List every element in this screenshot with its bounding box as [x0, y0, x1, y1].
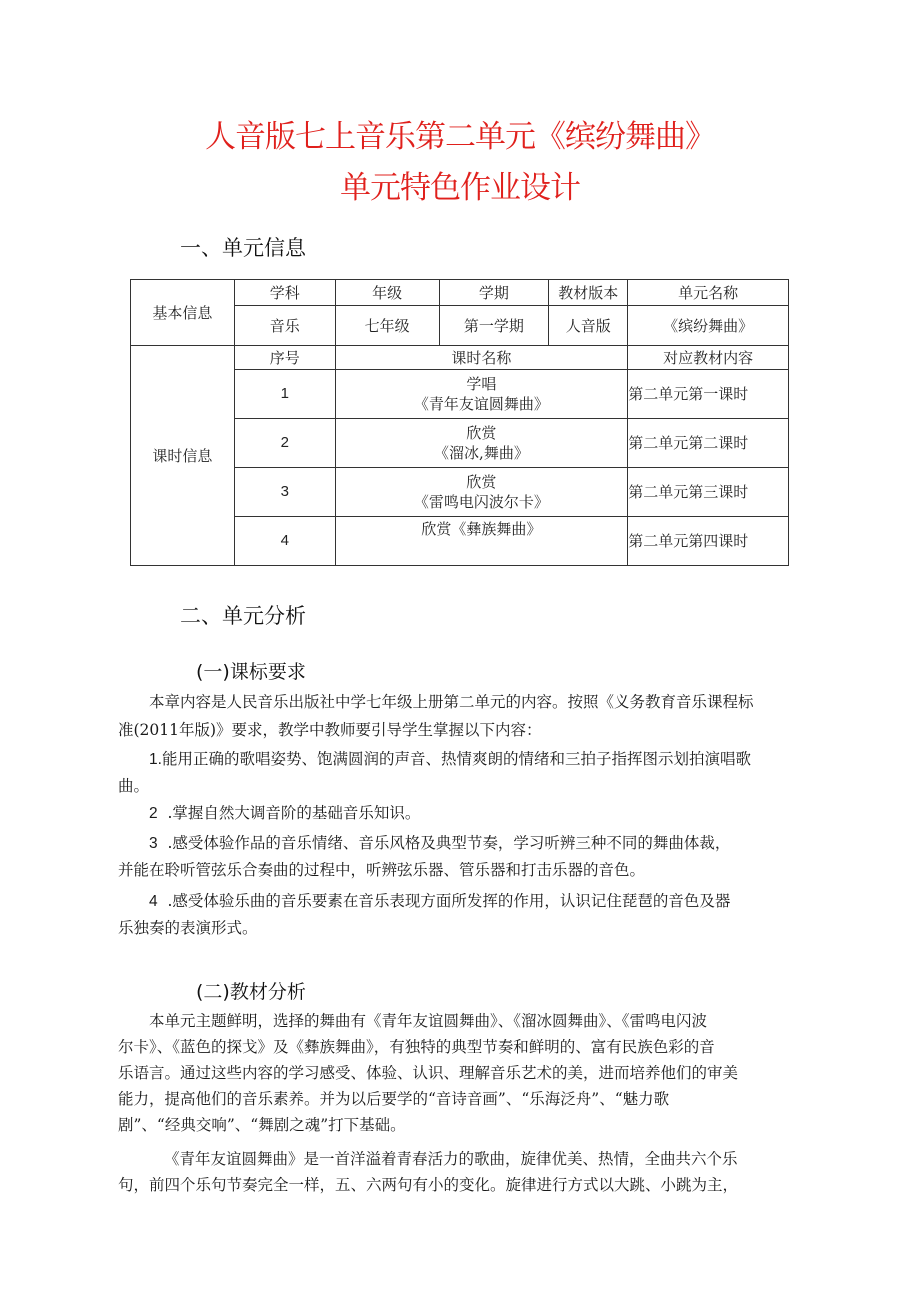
- lesson-name-line1: 学唱: [466, 375, 497, 393]
- lesson-name: [335, 468, 628, 517]
- standards-item-1: [118, 746, 798, 799]
- lesson-name-line1: 欣赏: [466, 473, 497, 491]
- item-text-line1: .感受体验乐曲的音乐要素在音乐表现方面所发挥的作用，认识记住琵琶的音色及器: [167, 892, 731, 910]
- item-text-line2: 曲。: [118, 777, 150, 795]
- section2-heading: 二、单元分析: [180, 604, 306, 628]
- standards-item-2: [118, 800, 798, 827]
- header-semester: 学期: [439, 280, 549, 306]
- lesson-no: 2: [234, 419, 335, 468]
- lesson-no: 3: [234, 468, 335, 517]
- header-lesson-content: 对应教材内容: [628, 346, 789, 370]
- textbook-analysis-paragraph1: [118, 1008, 798, 1138]
- basic-header-row: [131, 280, 789, 306]
- paragraph-line: 本单元主题鲜明，选择的舞曲有《青年友谊圆舞曲》、《溜冰圆舞曲》、《雷鸣电闪波: [149, 1012, 708, 1030]
- paragraph-line: 句，前四个乐句节奏完全一样，五、六两句有小的变化。旋律进行方式以大跳、小跳为主，: [118, 1176, 739, 1194]
- header-lesson-no: 序号: [234, 346, 335, 370]
- item-number: 3: [149, 835, 158, 852]
- standards-intro-line1: 本章内容是人民音乐出版社中学七年级上册第二单元的内容。按照《义务教育音乐课程标: [149, 693, 754, 711]
- header-subject: 学科: [234, 280, 335, 306]
- subsection1-heading: (一)课标要求: [196, 661, 306, 683]
- item-text-line2: 并能在聆听管弦乐合奏曲的过程中，听辨弦乐器、管乐器和打击乐器的音色。: [118, 861, 646, 879]
- lesson-content: 第二单元第四课时: [628, 517, 789, 566]
- lesson-name-line1: 欣赏《彝族舞曲》: [421, 520, 542, 538]
- document-title-line2: 单元特色作业设计: [340, 170, 580, 206]
- lesson-content: 第二单元第三课时: [628, 468, 789, 517]
- lesson-name: [335, 419, 628, 468]
- item-text-line1: .感受体验作品的音乐情绪、音乐风格及典型节奏，学习听辨三种不同的舞曲体裁，: [167, 834, 731, 852]
- item-number: 4: [149, 893, 158, 910]
- header-lesson-name: 课时名称: [335, 346, 628, 370]
- lesson-name-line2: 《青年友谊圆舞曲》: [413, 395, 549, 413]
- value-subject: 音乐: [234, 306, 335, 346]
- lesson-content: 第二单元第一课时: [628, 370, 789, 419]
- subsection2-heading: (二)教材分析: [196, 981, 306, 1003]
- header-unit-name: 单元名称: [628, 280, 789, 306]
- lesson-name-line2: 《溜冰,舞曲》: [434, 444, 529, 462]
- lesson-no: 4: [234, 517, 335, 566]
- textbook-analysis-paragraph2: [118, 1146, 798, 1198]
- header-edition: 教材版本: [549, 280, 628, 306]
- item-text-line1: .掌握自然大调音阶的基础音乐知识。: [167, 804, 421, 822]
- item-number: 1.: [149, 751, 162, 768]
- paragraph-line: 尔卡》、《蓝色的探戈》及《彝族舞曲》，有独特的典型节奏和鲜明的、富有民族色彩的音: [118, 1038, 715, 1056]
- lesson-name: [335, 370, 628, 419]
- paragraph-line: 剧”、“经典交响”、“舞剧之魂”打下基础。: [118, 1116, 406, 1134]
- value-unit-name: 《缤纷舞曲》: [628, 306, 789, 346]
- item-number: 2: [149, 805, 158, 822]
- standards-item-4: [118, 888, 798, 941]
- item-text-line1: 能用正确的歌唱姿势、饱满圆润的声音、热情爽朗的情绪和三拍子指挥图示划拍演唱歌: [161, 750, 751, 768]
- lesson-name-line1: 欣赏: [466, 424, 497, 442]
- lesson-info-label: 课时信息: [131, 346, 235, 566]
- standards-intro-line2: 准(2011年版)》要求，教学中教师要引导学生掌握以下内容：: [118, 721, 542, 739]
- paragraph-line: 乐语言。通过这些内容的学习感受、体验、认识、理解音乐艺术的美，进而培养他们的审美: [118, 1064, 739, 1082]
- item-text-line2: 乐独奏的表演形式。: [118, 919, 258, 937]
- header-grade: 年级: [335, 280, 439, 306]
- lesson-name: [335, 517, 628, 566]
- paragraph-line: 《青年友谊圆舞曲》是一首洋溢着青春活力的歌曲，旋律优美、热情，全曲共六个乐: [164, 1150, 738, 1168]
- document-title-line1: 人音版七上音乐第二单元《缤纷舞曲》: [205, 119, 715, 155]
- standards-item-3: [118, 830, 798, 883]
- lesson-no: 1: [234, 370, 335, 419]
- value-edition: 人音版: [549, 306, 628, 346]
- paragraph-line: 能力，提高他们的音乐素养。并为以后要学的“音诗音画”、“乐海泛舟”、“魅力歌: [118, 1090, 670, 1108]
- section1-heading: 一、单元信息: [180, 236, 306, 260]
- value-grade: 七年级: [335, 306, 439, 346]
- lesson-content: 第二单元第二课时: [628, 419, 789, 468]
- lesson-name-line2: 《雷鸣电闪波尔卡》: [413, 493, 549, 511]
- basic-info-label: 基本信息: [131, 280, 235, 346]
- value-semester: 第一学期: [439, 306, 549, 346]
- unit-info-table: [130, 279, 789, 566]
- lesson-header-row: [131, 346, 789, 370]
